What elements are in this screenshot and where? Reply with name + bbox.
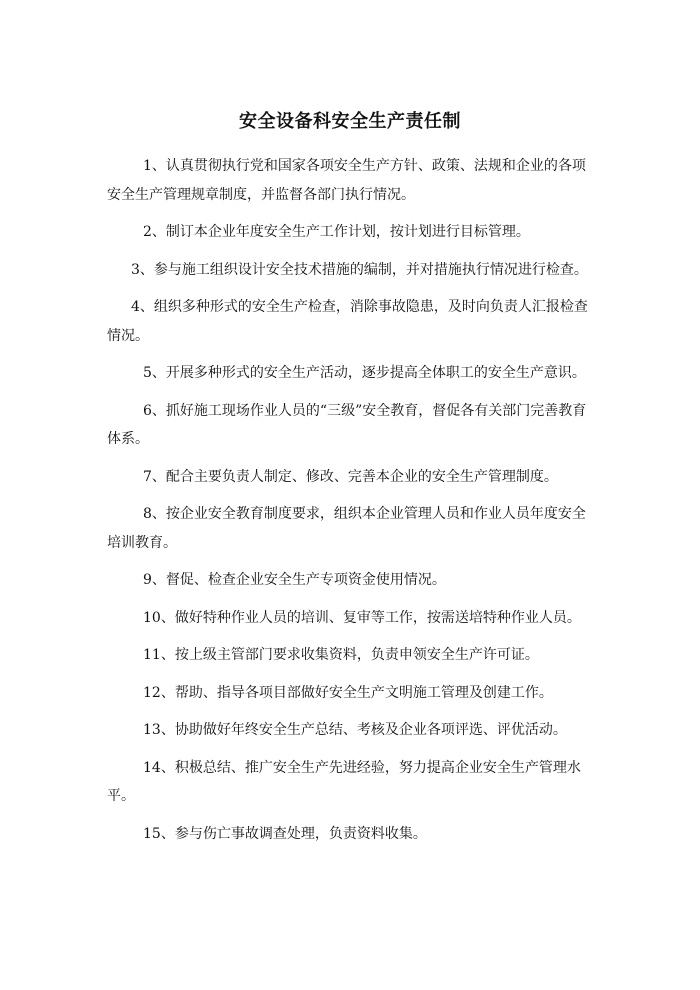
clause-4: 4、组织多种形式的安全生产检查，消除事故隐患，及时向负责人汇报检查情况。: [107, 299, 588, 344]
clause-5: 5、开展多种形式的安全生产活动，逐步提高全体职工的安全生产意识。: [143, 365, 586, 381]
clause-13: 13、协助做好年终安全生产总结、考核及企业各项评选、评优活动。: [143, 722, 567, 738]
clause-7: 7、配合主要负责人制定、修改、完善本企业的安全生产管理制度。: [143, 468, 558, 485]
clause-2: 2、制订本企业年度安全生产工作计划，按计划进行目标管理。: [143, 224, 530, 240]
clause-10: 10、做好特种作业人员的培训、复审等工作，按需送培特种作业人员。: [143, 609, 581, 626]
clause-9: 9、督促、检查企业安全生产专项资金使用情况。: [143, 572, 446, 588]
clause-14: 14、积极总结、推广安全生产先进经验，努力提高企业安全生产管理水平。: [107, 759, 581, 804]
clause-6: 6、抓好施工现场作业人员的“三级”安全教育，督促各有关部门完善教育体系。: [107, 402, 587, 447]
clause-11: 11、按上级主管部门要求收集资料，负责申领安全生产许可证。: [143, 647, 539, 663]
clause-1: 1、认真贯彻执行党和国家各项安全生产方针、政策、法规和企业的各项安全生产管理规章制度，并监督各部门执行情况。: [107, 158, 586, 203]
clause-8: 8、按企业安全教育制度要求，组织本企业管理人员和作业人员年度安全培训教育。: [107, 506, 586, 551]
clause-15: 15、参与伤亡事故调查处理，负责资料收集。: [143, 825, 427, 842]
document-title: 安全设备科安全生产责任制: [239, 111, 461, 132]
clause-3: 3、参与施工组织设计安全技术措施的编制，并对措施执行情况进行检查。: [131, 261, 588, 278]
document-body: [107, 152, 597, 857]
clause-12: 12、帮助、指导各项目部做好安全生产文明施工管理及创建工作。: [143, 684, 553, 701]
